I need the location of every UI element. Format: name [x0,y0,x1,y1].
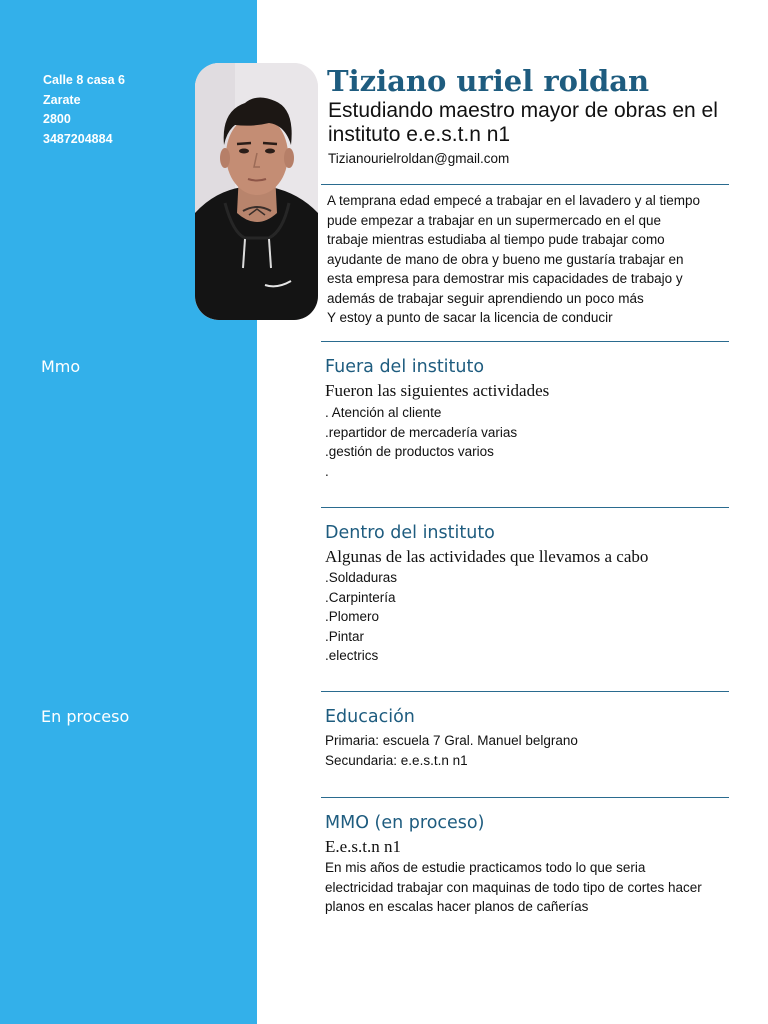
about-line: ayudante de mano de obra y bueno me gustaría trabajar en [327,251,684,267]
section-title-educacion: Educación [325,707,415,727]
section-subtitle-dentro: Algunas de las actividades que llevamos a cabo [325,547,649,566]
list-item: .Pintar [325,628,365,644]
about-line: Y estoy a punto de sacar la licencia de conducir [327,310,613,325]
divider [321,341,729,342]
list-item: .Soldaduras [325,570,398,585]
candidate-subtitle: Estudiando maestro mayor de obras en el instituto e.e.s.t.n n1 [328,99,718,146]
educacion-list [325,731,578,770]
postal-code: 2800 [43,112,71,126]
about-line: además de trabajar seguir aprendiendo un poco más [327,290,644,306]
sidebar-label-en-proceso: En proceso [41,707,130,726]
list-item: .Plomero [325,609,380,624]
divider [321,797,729,798]
city: Zarate [43,92,81,107]
list-item: .gestión de productos varios [325,444,494,459]
section-subtitle-mmo: E.e.s.t.n n1 [325,837,402,856]
address: Calle 8 casa 6 [43,73,126,87]
section-subtitle-fuera: Fueron las siguientes actividades [325,381,550,400]
about-line: A temprana edad empecé a trabajar en el lavadero y al tiempo [327,193,700,208]
divider [321,184,729,185]
profile-photo [195,63,318,320]
phone: 3487204884 [43,131,113,146]
section-title-dentro: Dentro del instituto [325,523,495,543]
about-paragraph [327,191,732,328]
list-item: . Atención al cliente [325,405,442,420]
candidate-name: Tiziano uriel roldan [327,64,650,98]
contact-info [43,71,125,149]
section-title-fuera: Fuera del instituto [325,357,485,377]
list-item: .electrics [325,648,379,663]
mmo-paragraph [325,858,730,917]
mmo-line: electricidad trabajar con maquinas de todo tipo de cortes hacer [325,879,702,895]
divider [321,507,729,508]
education-line: Primaria: escuela 7 Gral. Manuel belgrano [325,733,578,748]
fuera-list [325,403,517,481]
mmo-line: En mis años de estudie practicamos todo lo que seria [325,860,646,875]
about-line: pude empezar a trabajar en un supermercado en el que [327,212,661,228]
list-item: .repartidor de mercadería varias [325,424,518,440]
about-line: esta empresa para demostrar mis capacidades de trabajo y [327,271,683,286]
sidebar-label-mmo: Mmo [41,357,81,376]
email: Tizianourielroldan@gmail.com [328,151,510,166]
list-item: .Carpintería [325,589,396,605]
about-line: trabaje mientras estudiaba al tiempo pude trabajar como [327,232,665,247]
education-line: Secundaria: e.e.s.t.n n1 [325,752,468,768]
dentro-list [325,568,397,666]
mmo-line: planos en escalas hacer planos de cañerías [325,899,589,914]
list-item: . [325,463,329,479]
portrait-image [195,63,318,320]
section-title-mmo: MMO (en proceso) [325,813,485,833]
divider [321,691,729,692]
